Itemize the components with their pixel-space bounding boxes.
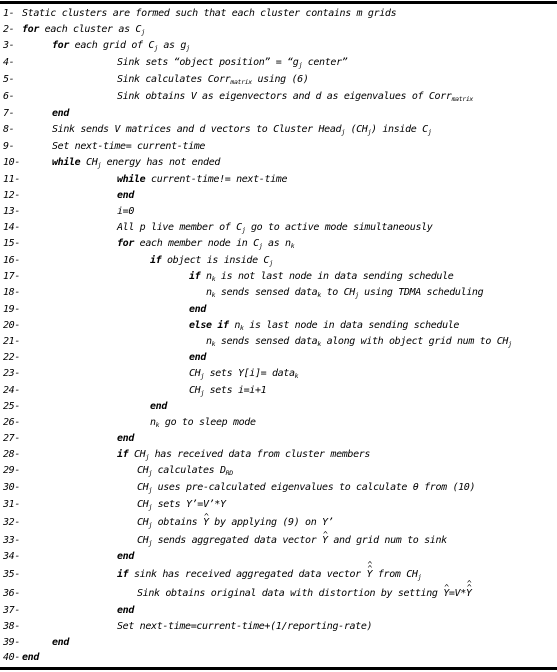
line-number: 21- bbox=[3, 336, 21, 347]
line-number: 33- bbox=[3, 535, 21, 546]
line-text: each grid of C bbox=[69, 40, 155, 51]
keyword: while bbox=[117, 174, 146, 185]
line-text: CH bbox=[137, 535, 149, 546]
line-number: 15- bbox=[3, 238, 21, 249]
algorithm-box: 1- Static clusters are formed such that each cluster contains m grids 2- for each cluster as $C_j$ 3- for each grid of $C_j$ as $g_j$ 4- Sink sets “object position” = “$g_j$ center” 5- Sink calculates Corr$_{matrix}$ using (6) 6- Sink obtains V as eigenvectors and d as eigenvalues of Corr$_{matrix}$ 7- end 8- Sink sends V matrices and d vectors to Cluster Head$_j$ $(CH_j)$ inside $C_j$ 9- Set next-time= current-time 10- while $CH_j$ energy has not ended 11- while current-time!= next-time 12- end 13- i=0 14- All p live member of $C_j$ go to active mode simultaneously 15- for each member node in $C_j$ as $n_k$ 16- if object is inside $C_j$ 17- if $n_k$ is not last node in data sending schedule 18- $n_k$ sends sensed data$_k$ to $CH_j$ using TDMA scheduling 19- end 20- else if $n_k$ is last node in data sending schedule 21- $n_k$ sends sensed data$_k$ along with object grid num to $CH_j$ 22- end 23- $CH_j$ sets Y[i]= data$_k$ 24- $CH_j$ sets i=i+1 25- end 26- $n_k$ go to sleep mode 27- end 28- if $CH_j$ has received data from cluster members 29- $CH_j$ calculates $D_{RD}$ 30- $CH_j$ uses pre-calculated eigenvalues to calculate θ from (10) 31- $CH_j$ sets Y’=V’*Y 32- $CH_j$ obtains ^ Y by applying (9) on Y’ 33- $CH_j$ sends aggregated data vector ^ Y and grid num to sink 34- end 35- if sink has received aggregated data vector ^ Y ^ from $CH_j$ 36- Sink obtains original data with distortion by setting ^ Y=V*^ Y ^ 37- end 38- Set next-time=current-time+(1/reporting-rate) 39- end 40- end bbox=[0, 0, 557, 672]
line-text: Sink calculates Corr bbox=[117, 74, 231, 85]
line-text: CH bbox=[137, 465, 149, 476]
line-number: 19- bbox=[3, 304, 21, 315]
line-text: Sink obtains original data with distortion by setting bbox=[137, 588, 444, 599]
line-text: CH bbox=[137, 482, 149, 493]
line-text: CH bbox=[189, 385, 201, 396]
line-text: n bbox=[150, 417, 156, 428]
line-number: 1- bbox=[3, 8, 15, 19]
line-text: CH bbox=[128, 449, 146, 460]
line-number: 4- bbox=[3, 57, 15, 68]
keyword: end bbox=[117, 433, 135, 444]
line-number: 18- bbox=[3, 287, 21, 298]
line-number: 31- bbox=[3, 499, 21, 510]
line-number: 14- bbox=[3, 222, 21, 233]
bottom-rule bbox=[0, 667, 557, 670]
keyword: end bbox=[117, 605, 135, 616]
line-number: 7- bbox=[3, 108, 15, 119]
line-number: 30- bbox=[3, 482, 21, 493]
line-number: 29- bbox=[3, 465, 21, 476]
keyword: if bbox=[150, 255, 162, 266]
keyword: if bbox=[189, 271, 201, 282]
line-number: 22- bbox=[3, 352, 21, 363]
keyword: end bbox=[150, 401, 168, 412]
y-double-hat-symbol: ^ Y ^ bbox=[466, 586, 472, 602]
line-number: 2- bbox=[3, 24, 15, 35]
keyword: for bbox=[22, 24, 40, 35]
line-number: 37- bbox=[3, 605, 21, 616]
line-number: 9- bbox=[3, 141, 15, 152]
line-text: n bbox=[206, 336, 212, 347]
line-number: 24- bbox=[3, 385, 21, 396]
keyword: for bbox=[52, 40, 70, 51]
line-text: object is inside C bbox=[161, 255, 270, 266]
keyword: end bbox=[189, 304, 207, 315]
line-text: Set next-time= current-time bbox=[52, 141, 206, 152]
keyword: end bbox=[189, 352, 207, 363]
line-number: 10- bbox=[3, 157, 21, 168]
line-text: current-time!= next-time bbox=[145, 174, 288, 185]
y-double-hat-symbol: ^ Y ^ bbox=[367, 567, 373, 583]
line-text: sink has received aggregated data vector bbox=[128, 569, 367, 580]
line-number: 34- bbox=[3, 551, 21, 562]
keyword: else if bbox=[189, 320, 229, 331]
line-number: 35- bbox=[3, 569, 21, 580]
line-text: n bbox=[200, 271, 212, 282]
line-text: CH bbox=[189, 368, 201, 379]
line-number: 16- bbox=[3, 255, 21, 266]
line-text: each member node in C bbox=[134, 238, 259, 249]
line-number: 3- bbox=[3, 40, 15, 51]
line-text: All p live member of C bbox=[117, 222, 242, 233]
keyword: end bbox=[117, 190, 135, 201]
line-number: 27- bbox=[3, 433, 21, 444]
keyword: end bbox=[52, 108, 70, 119]
line-text: CH bbox=[137, 499, 149, 510]
line-text: n bbox=[228, 320, 241, 331]
line-text: n bbox=[206, 287, 212, 298]
line-number: 36- bbox=[3, 588, 21, 599]
line-number: 8- bbox=[3, 124, 15, 135]
line-number: 23- bbox=[3, 368, 21, 379]
line-text: CH bbox=[80, 157, 98, 168]
line-number: 12- bbox=[3, 190, 21, 201]
keyword: end bbox=[117, 551, 135, 562]
keyword: if bbox=[117, 569, 129, 580]
line-text: CH bbox=[137, 517, 149, 528]
line-text: Static clusters are formed such that each cluster contains m grids bbox=[22, 8, 397, 19]
keyword: if bbox=[117, 449, 129, 460]
keyword: end bbox=[22, 652, 40, 663]
line-number: 40- bbox=[3, 652, 21, 663]
line-text: i=0 bbox=[117, 206, 135, 217]
line-number: 20- bbox=[3, 320, 21, 331]
y-hat-symbol: ^ Y bbox=[443, 586, 449, 602]
line-number: 38- bbox=[3, 621, 21, 632]
line-number: 11- bbox=[3, 174, 21, 185]
keyword: end bbox=[52, 637, 70, 648]
line-number: 6- bbox=[3, 91, 15, 102]
line-text: Set next-time=current-time+(1/reporting-rate) bbox=[117, 621, 373, 632]
keyword: for bbox=[117, 238, 135, 249]
line-number: 25- bbox=[3, 401, 21, 412]
keyword: while bbox=[52, 157, 81, 168]
line-number: 32- bbox=[3, 517, 21, 528]
line-text: Sink sets “object position” = “g bbox=[117, 57, 299, 68]
y-hat-symbol: ^ Y bbox=[203, 515, 209, 531]
line-number: 13- bbox=[3, 206, 21, 217]
line-text: Sink obtains V as eigenvectors and d as eigenvalues of Corr bbox=[117, 91, 452, 102]
line-text: each cluster as C bbox=[39, 24, 142, 35]
line-number: 17- bbox=[3, 271, 21, 282]
line-number: 28- bbox=[3, 449, 21, 460]
line-number: 26- bbox=[3, 417, 21, 428]
top-rule bbox=[0, 1, 557, 4]
line-number: 5- bbox=[3, 74, 15, 85]
y-hat-symbol: ^ Y bbox=[322, 533, 328, 549]
line-number: 39- bbox=[3, 637, 21, 648]
line-text: Sink sends V matrices and d vectors to Cluster Head bbox=[52, 124, 342, 135]
